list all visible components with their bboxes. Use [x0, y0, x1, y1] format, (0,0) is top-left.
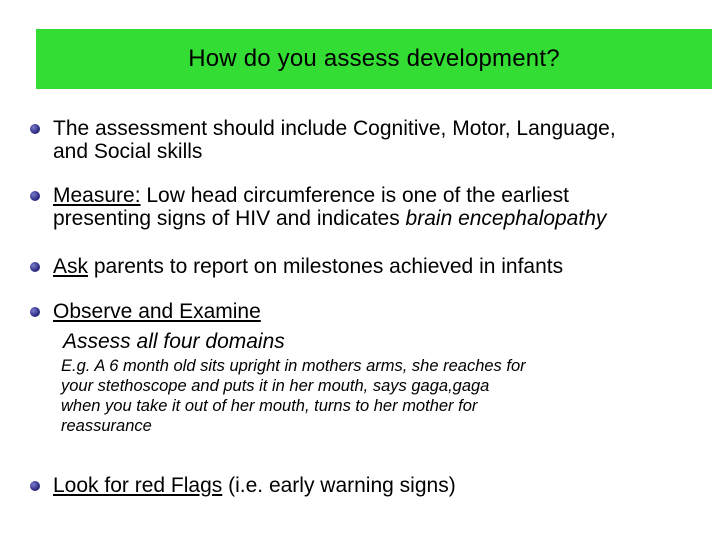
bullet-dot-icon — [30, 481, 40, 491]
bullet-dot-icon — [30, 262, 40, 272]
underlined-label: Observe and Examine — [53, 300, 261, 323]
bullet-text: presenting signs of HIV and indicates — [53, 207, 406, 230]
bullet-item-red-flags — [53, 474, 456, 497]
example-line: reassurance — [61, 417, 152, 435]
sub-heading: Assess all four domains — [63, 330, 285, 353]
bullet-dot-icon — [30, 307, 40, 317]
bullet-text: Low head circumference is one of the earliest — [140, 184, 569, 207]
example-line: your stethoscope and puts it in her mouth, says gaga,gaga — [61, 377, 490, 395]
bullet-dot-icon — [30, 191, 40, 201]
bullet-item-ask — [53, 255, 563, 278]
example-line: E.g. A 6 month old sits upright in mothers arms, she reaches for — [61, 357, 526, 375]
bullet-item-assessment — [53, 117, 616, 163]
title-banner — [36, 29, 712, 89]
underlined-label: Measure: — [53, 184, 141, 207]
bullet-text-line: and Social skills — [53, 140, 203, 163]
bullet-line — [53, 184, 606, 207]
slide-title: How do you assess development? — [188, 45, 560, 72]
example-text — [61, 356, 526, 436]
underlined-label: Ask — [53, 255, 89, 278]
bullet-dot-icon — [30, 124, 40, 134]
underlined-label: Look for red Flags — [53, 474, 223, 497]
example-line: when you take it out of her mouth, turns to her mother for — [61, 397, 478, 415]
bullet-line — [53, 255, 563, 278]
bullet-item-observe — [53, 300, 261, 323]
bullet-line — [53, 474, 456, 497]
italic-term: brain encephalopathy — [405, 207, 607, 230]
bullet-text: parents to report on milestones achieved in infants — [88, 255, 564, 278]
bullet-item-measure — [53, 184, 606, 230]
bullet-line — [53, 207, 606, 230]
bullet-text: (i.e. early warning signs) — [222, 474, 456, 497]
bullet-text-line: The assessment should include Cognitive, Motor, Language, — [53, 117, 616, 140]
